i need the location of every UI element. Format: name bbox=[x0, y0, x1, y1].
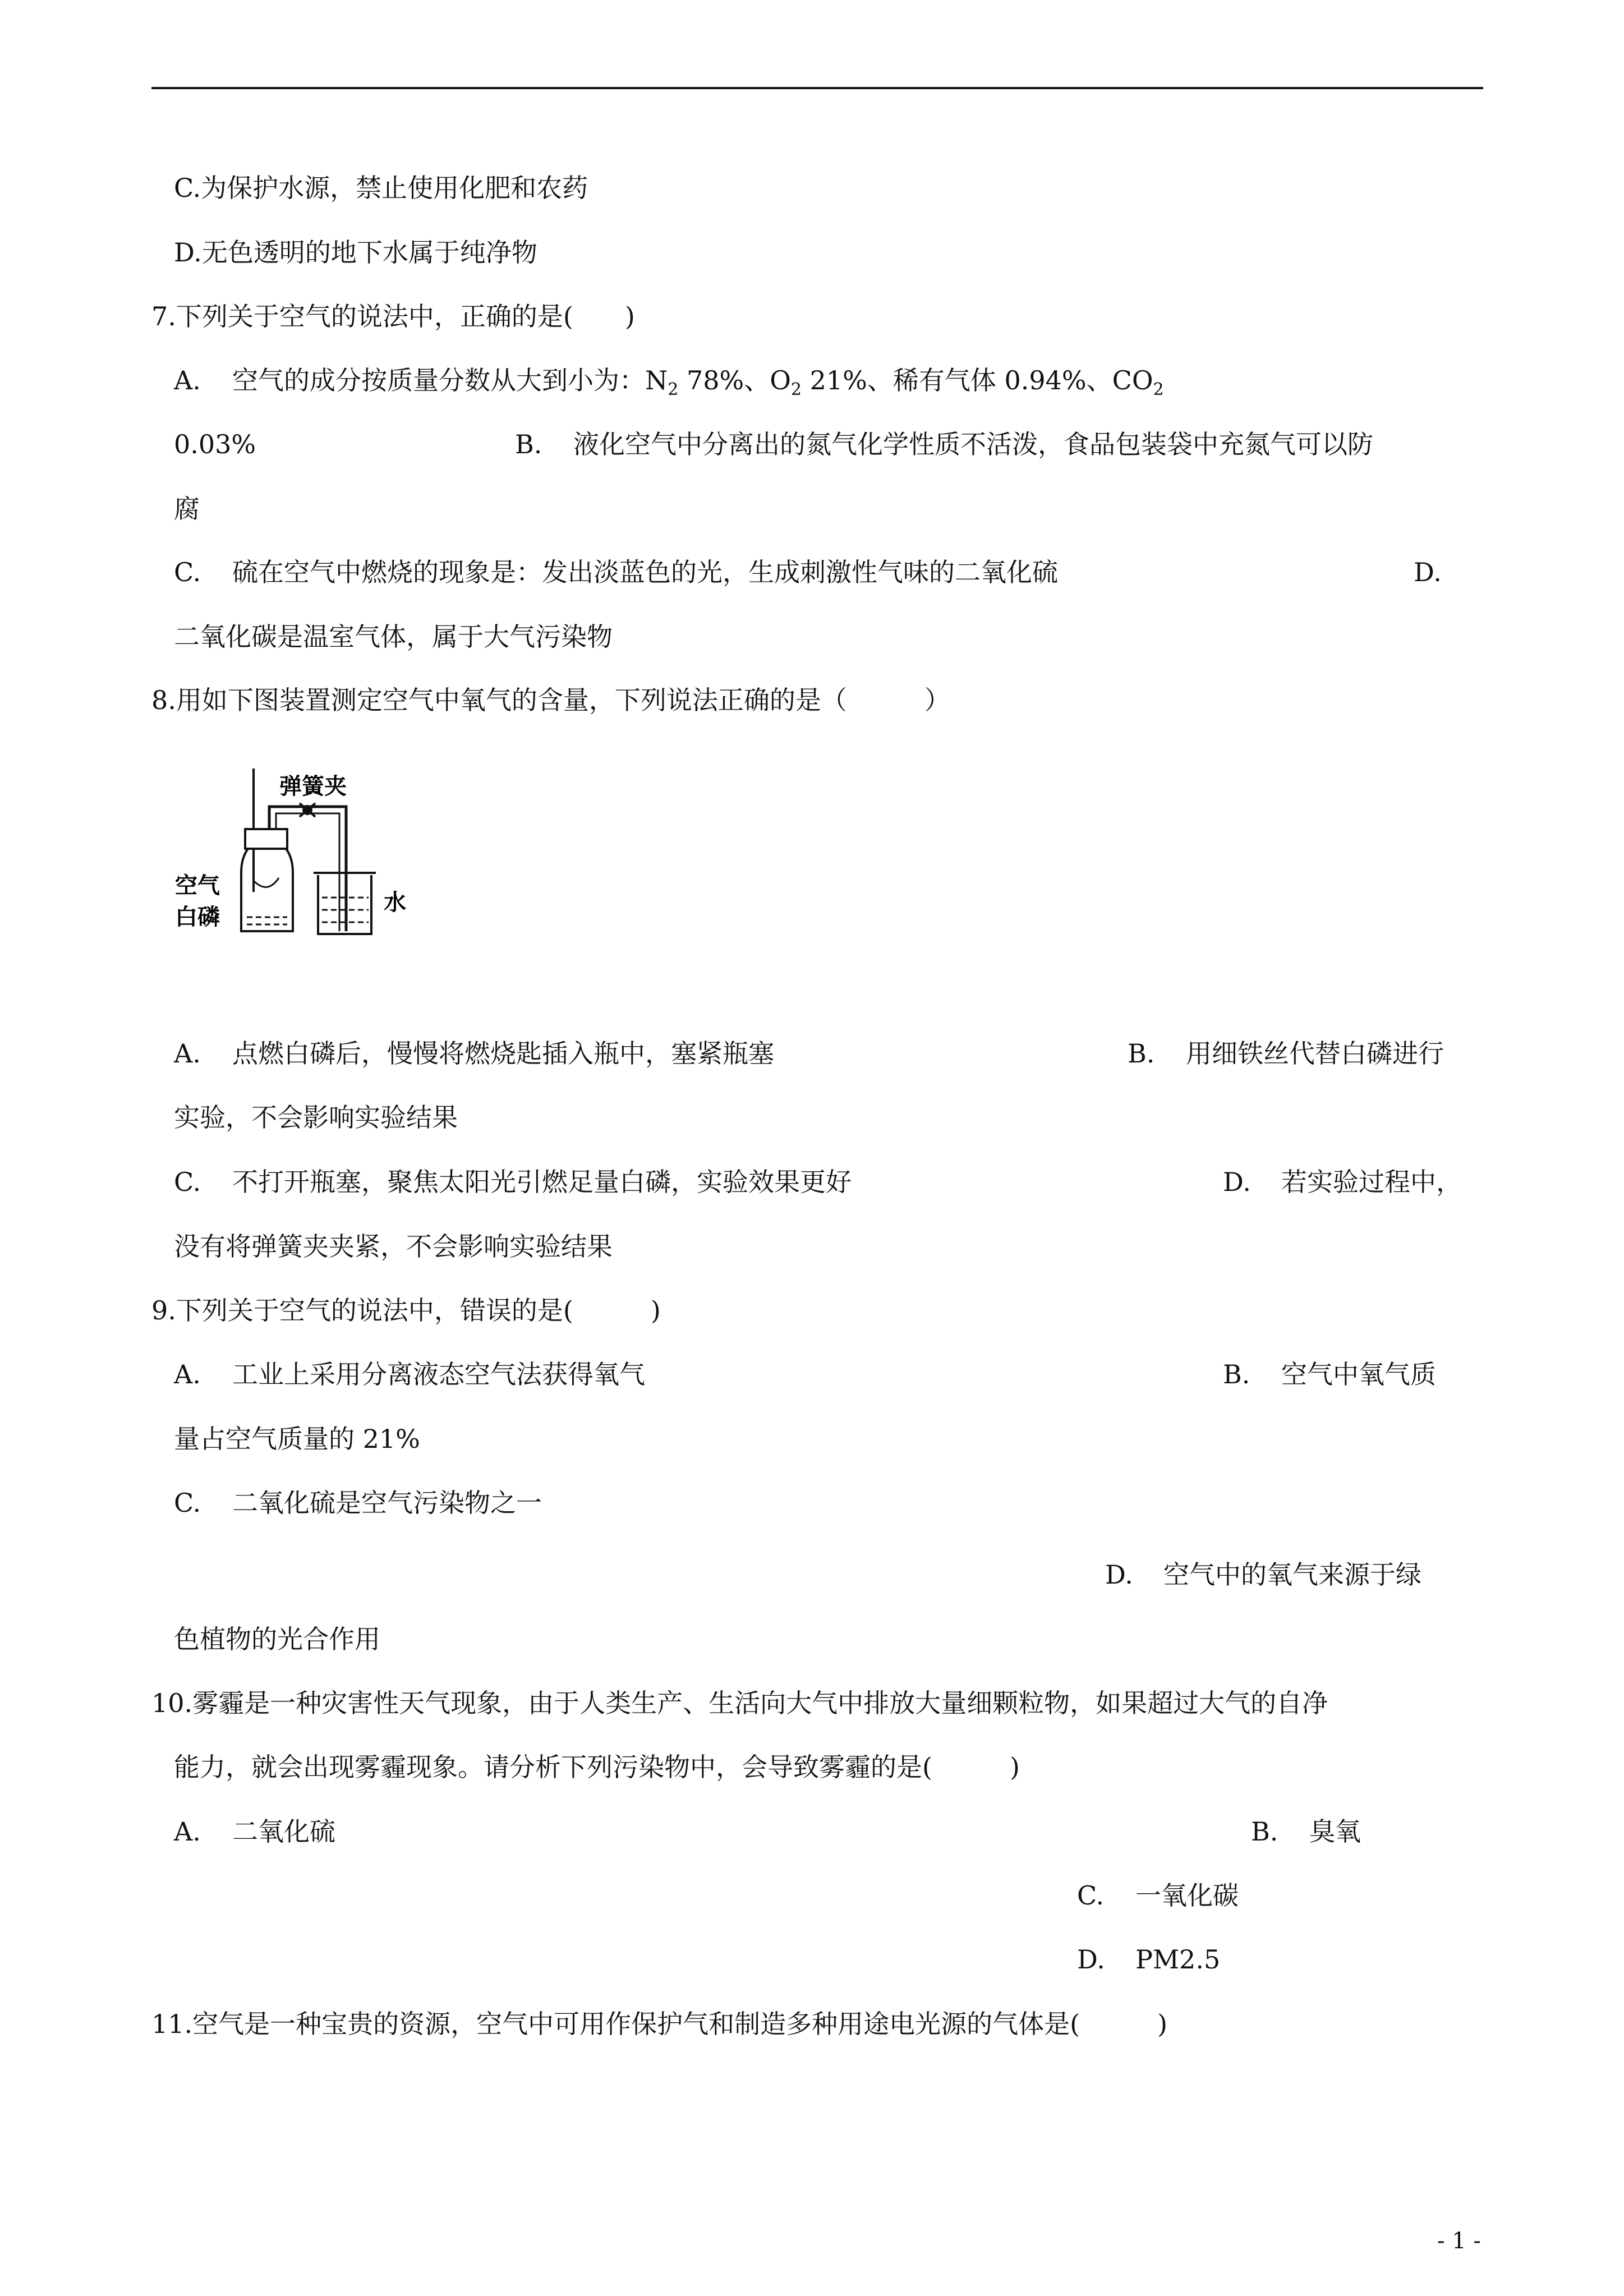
q9-option-b: B. 空气中氧气质 bbox=[1223, 1358, 1436, 1391]
q8-option-b-continued: 实验，不会影响实验结果 bbox=[174, 1102, 458, 1133]
option-label: C. bbox=[1077, 1880, 1105, 1911]
option-label: A. bbox=[174, 365, 201, 395]
option-label: B. bbox=[515, 429, 542, 459]
q9-option-d: D. 空气中的氧气来源于绿 bbox=[1105, 1558, 1421, 1591]
q8-option-d-continued: 没有将弹簧夹夹紧，不会影响实验结果 bbox=[174, 1231, 613, 1262]
option-label: C. bbox=[174, 1488, 201, 1518]
page-number: - 1 - bbox=[1437, 2228, 1481, 2254]
apparatus-figure bbox=[175, 763, 444, 942]
option-label: B. bbox=[1223, 1359, 1250, 1389]
q10-stem-line2: 能力，就会出现雾霾现象。请分析下列污染物中，会导致雾霾的是( ) bbox=[174, 1752, 1020, 1782]
header-rule bbox=[151, 87, 1483, 89]
q9-option-b-continued: 量占空气质量的 21% bbox=[174, 1424, 420, 1454]
q7-option-b: B. 液化空气中分离出的氮气化学性质不活泼，食品包装袋中充氮气可以防 bbox=[515, 427, 1373, 461]
q11-stem: 11.空气是一种宝贵的资源，空气中可用作保护气和制造多种用途电光源的气体是( ) bbox=[151, 2009, 1168, 2039]
q6-option-c: C.为保护水源，禁止使用化肥和农药 bbox=[174, 173, 588, 203]
figure-label-water: 水 bbox=[384, 890, 406, 915]
q7-option-b-continued: 腐 bbox=[174, 494, 200, 524]
option-label: D. bbox=[1105, 1559, 1133, 1590]
q8-option-c: C. 不打开瓶塞，聚焦太阳光引燃足量白磷，实验效果更好 bbox=[174, 1165, 852, 1199]
q9-option-c: C. 二氧化硫是空气污染物之一 bbox=[174, 1486, 542, 1520]
q7-option-a: A. 空气的成分按质量分数从大到小为：$N_2$ 78%、$O_2$ 21%、稀有气体 0.94%、$CO_2$ bbox=[174, 364, 1164, 397]
bottle-icon bbox=[241, 829, 293, 931]
figure-label-clamp: 弹簧夹 bbox=[279, 774, 347, 799]
q10-option-c: C. 一氧化碳 bbox=[1077, 1879, 1239, 1912]
q6-option-d: D.无色透明的地下水属于纯净物 bbox=[174, 237, 537, 268]
option-label: D. bbox=[1223, 1167, 1251, 1197]
figure-label-air: 空气 bbox=[175, 873, 220, 899]
q8-option-a: A. 点燃白磷后，慢慢将燃烧匙插入瓶中，塞紧瓶塞 bbox=[174, 1037, 774, 1070]
option-label: D. bbox=[1077, 1944, 1105, 1975]
option-label: A. bbox=[174, 1816, 201, 1847]
figure-label-phosphorus: 白磷 bbox=[175, 904, 220, 930]
q10-option-a: A. 二氧化硫 bbox=[174, 1815, 335, 1848]
q7-option-d: 二氧化碳是温室气体，属于大气污染物 bbox=[174, 622, 613, 652]
q10-option-d: D. PM2.5 bbox=[1077, 1943, 1220, 1976]
q8-option-b: B. 用细铁丝代替白磷进行 bbox=[1128, 1037, 1444, 1070]
q7-option-d-label: D. bbox=[1414, 557, 1442, 587]
q7-option-a-continued: 0.03% bbox=[174, 429, 256, 459]
option-label: C. bbox=[174, 557, 201, 587]
spring-clamp-icon bbox=[300, 803, 315, 817]
q10-option-b: B. 臭氧 bbox=[1251, 1815, 1361, 1848]
q9-option-d-continued: 色植物的光合作用 bbox=[174, 1624, 380, 1654]
q9-stem: 9.下列关于空气的说法中，错误的是( ) bbox=[151, 1295, 661, 1326]
q9-option-a: A. 工业上采用分离液态空气法获得氧气 bbox=[174, 1358, 645, 1391]
option-label: B. bbox=[1128, 1038, 1155, 1069]
q10-stem-line1: 10.雾霾是一种灾害性天气现象，由于人类生产、生活向大气中排放大量细颗粒物，如果超过大气的自净 bbox=[151, 1688, 1328, 1718]
option-label: A. bbox=[174, 1038, 201, 1069]
option-label: B. bbox=[1251, 1816, 1278, 1847]
option-label: C. bbox=[174, 1167, 201, 1197]
option-label: A. bbox=[174, 1359, 201, 1389]
q8-stem: 8.用如下图装置测定空气中氧气的含量，下列说法正确的是（ ） bbox=[151, 685, 950, 715]
q7-option-c: C. 硫在空气中燃烧的现象是：发出淡蓝色的光，生成刺激性气味的二氧化硫 bbox=[174, 555, 1058, 589]
q7-stem: 7.下列关于空气的说法中，正确的是( ) bbox=[151, 301, 635, 332]
q8-option-d: D. 若实验过程中， bbox=[1223, 1165, 1462, 1199]
